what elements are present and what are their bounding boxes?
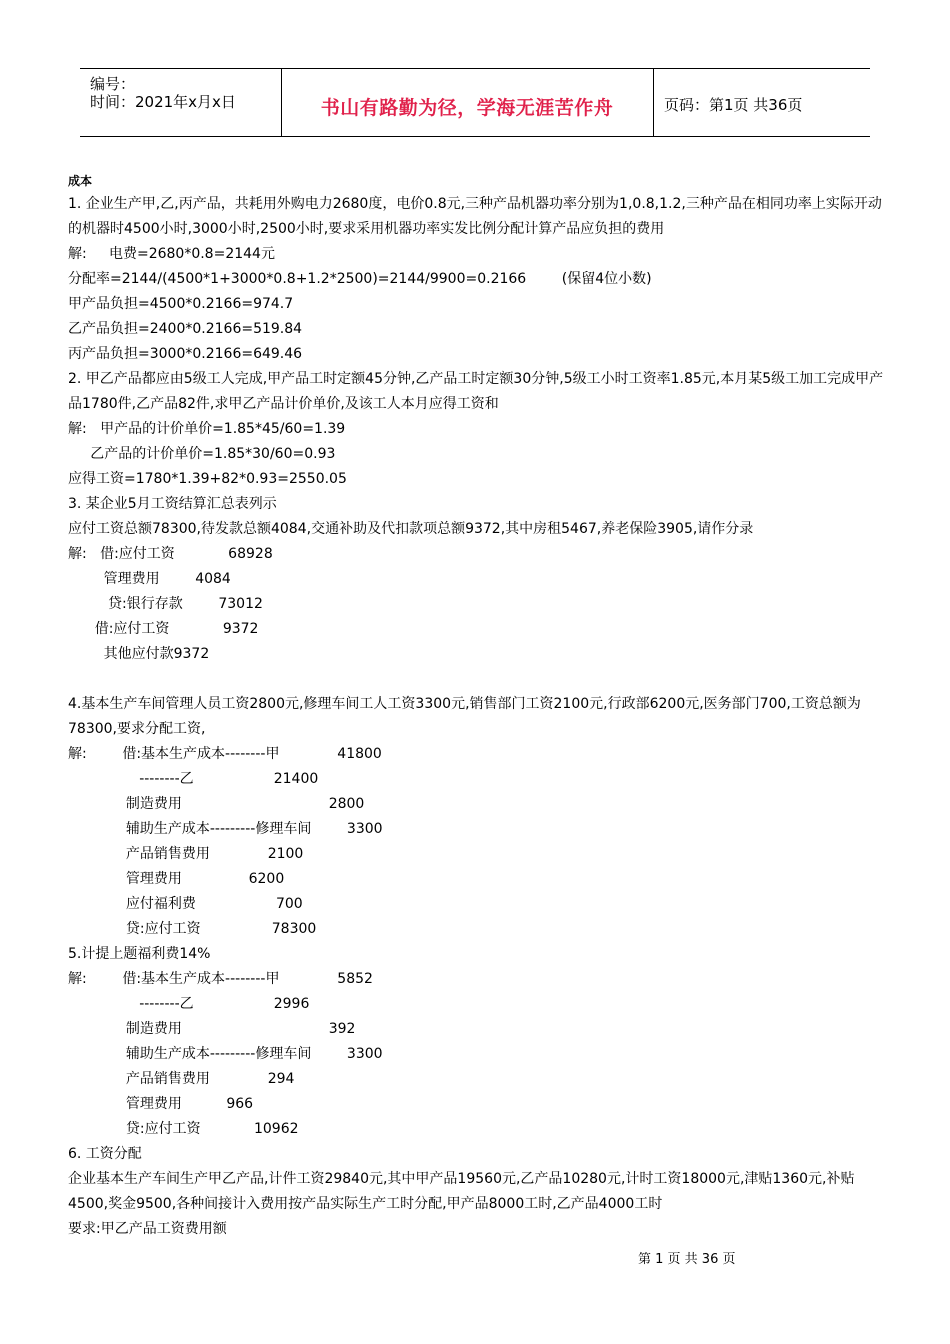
body-line: 要求:甲乙产品工资费用额 [68,1221,227,1237]
body-line: 辅助生产成本---------修理车间 3300 [68,1046,383,1062]
body-line: 乙产品负担=2400*0.2166=519.84 [68,321,303,337]
header-motto: 书山有路勤为径，学海无涯苦作舟 [320,97,614,119]
page-header [80,68,870,137]
body-line: 管理费用 966 [68,1096,254,1112]
body-line: 企业基本生产车间生产甲乙产品,计件工资29840元,其中甲产品19560元,乙产品10280元,计时工资18000元,津贴1360元,补贴4500,奖金9500,各种间接计入费用按产品实际生产工时分配,甲产品8000工时,乙产品4000工时 [68,1171,855,1212]
body-line: 3. 某企业5月工资结算汇总表列示 [68,496,277,512]
document-number-label: 编号： [90,75,136,93]
body-line: 解: 甲产品的计价单价=1.85*45/60=1.39 [68,421,346,437]
body-line: 应付工资总额78300,待发款总额4084,交通补助及代扣款项总额9372,其中房租5467,养老保险3905,请作分录 [68,521,754,537]
body-line: 分配率=2144/(4500*1+3000*0.8+1.2*2500)=2144/9900=0.2166 (保留4位小数) [68,271,652,287]
body-line: 解: 借:应付工资 68928 [68,546,273,562]
header-page-cell [654,69,870,136]
blank-line [68,667,888,692]
body-line: 1. 企业生产甲,乙,丙产品，共耗用外购电力2680度，电价0.8元,三种产品机器功率分别为1,0.8,1.2,三种产品在相同功率上实际开动的机器时4500小时,3000小时,2500小时,要求采用机器功率实发比例分配计算产品应负担的费用 [68,196,882,237]
body-line: 解: 电费=2680*0.8=2144元 [68,246,275,262]
body-line: 4.基本生产车间管理人员工资2800元,修理车间工人工资3300元,销售部门工资2100元,行政部6200元,医务部门700,工资总额为78300,要求分配工资, [68,696,861,737]
body-line: 2. 甲乙产品都应由5级工人完成,甲产品工时定额45分钟,乙产品工时定额30分钟,5级工小时工资率1.85元,本月某5级工加工完成甲产品1780件,乙产品82件,求甲乙产品计价单价,及该工人本月应得工资和 [68,371,884,412]
body-line: 贷:应付工资 10962 [68,1121,299,1137]
document-time-label: 时间：2021年x月x日 [90,93,236,111]
body-line: 乙产品的计价单价=1.85*30/60=0.93 [68,446,336,462]
body-line: 5.计提上题福利费14% [68,946,211,962]
body-line: 解: 借:基本生产成本--------甲 5852 [68,971,373,987]
header-meta-cell [80,69,282,136]
body-line: 甲产品负担=4500*0.2166=974.7 [68,296,294,312]
body-line: 管理费用 4084 [68,571,231,587]
body-line: 应得工资=1780*1.39+82*0.93=2550.05 [68,471,347,487]
body-line: 辅助生产成本---------修理车间 3300 [68,821,383,837]
header-motto-cell [281,69,654,136]
body-line: 丙产品负担=3000*0.2166=649.46 [68,346,303,362]
body-line: 制造费用 2800 [68,796,365,812]
body-line: 应付福利费 700 [68,896,303,912]
body-line: 6. 工资分配 [68,1146,142,1162]
body-line: --------乙 2996 [68,996,310,1012]
header-page-number: 页码：第1页 共36页 [664,96,803,114]
body-line: 贷:应付工资 78300 [68,921,317,937]
body-line: 其他应付款9372 [68,646,210,662]
section-title: 成本 [68,174,93,188]
document-body [68,172,888,1242]
body-line: 管理费用 6200 [68,871,285,887]
page-footer: 第 1 页 共 36 页 [638,1252,736,1267]
body-line: 产品销售费用 294 [68,1071,295,1087]
body-line: 解: 借:基本生产成本--------甲 41800 [68,746,382,762]
body-line: --------乙 21400 [68,771,319,787]
body-line: 制造费用 392 [68,1021,356,1037]
body-line: 贷:银行存款 73012 [68,596,263,612]
body-line: 借:应付工资 9372 [68,621,259,637]
body-line: 产品销售费用 2100 [68,846,304,862]
